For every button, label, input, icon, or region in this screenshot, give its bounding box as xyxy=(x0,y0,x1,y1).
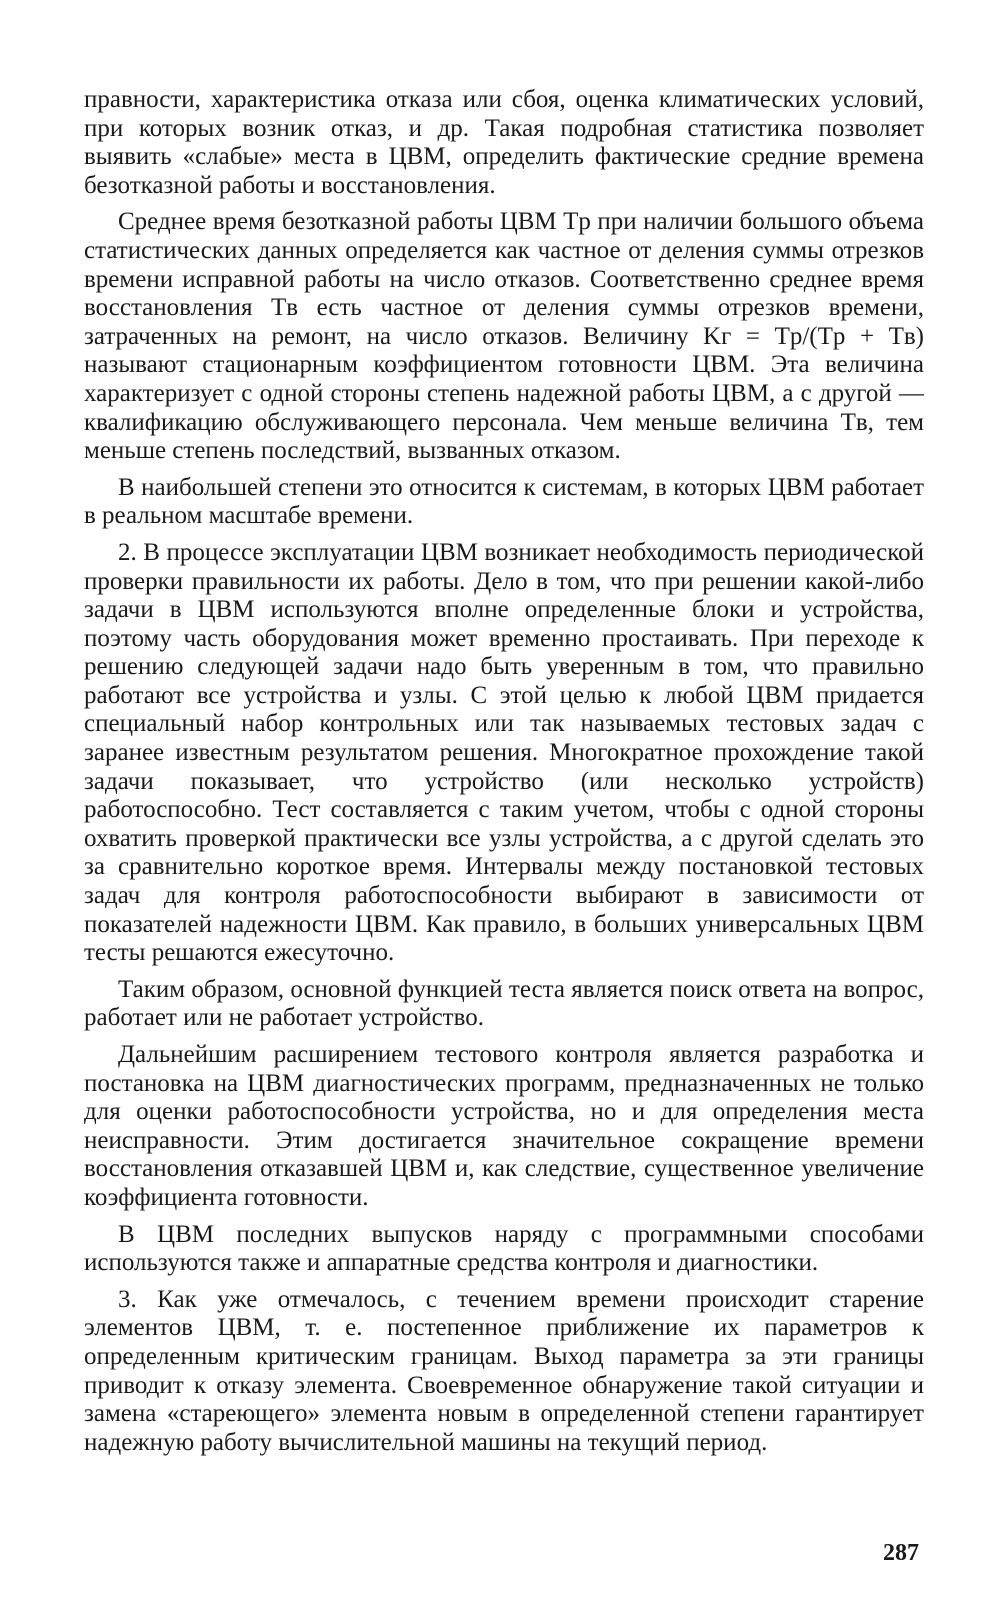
page-number: 287 xyxy=(883,1540,919,1566)
paragraph-7: В ЦВМ последних выпусков наряду с программными способами используются также и аппаратные средства контроля и диагностики. xyxy=(84,1220,924,1277)
paragraph-5: Таким образом, основной функцией теста является поиск ответа на вопрос, работает или не работает устройство. xyxy=(84,975,924,1032)
paragraph-1: правности, характеристика отказа или сбоя, оценка климатических условий, при которых возник отказ, и др. Такая подробная статистика позволяет выявить «слабые» места в ЦВМ, определить фактические средние времена безотказной работы и восстановления. xyxy=(84,86,924,199)
page-body xyxy=(84,86,924,1465)
paragraph-2: Среднее время безотказной работы ЦВМ Tр при наличии большого объема статистических данных определяется как частное от деления суммы отрезков времени исправной работы на число отказов. Соответственно среднее время восстановления Tв есть частное от деления суммы отрезков времени, затраченных на ремонт, на число отказов. Величину Kг = Tр/(Tр + Tв) называют стационарным коэффициентом готовности ЦВМ. Эта величина характеризует с одной стороны степень надежной работы ЦВМ, а с другой — квалификацию обслуживающего персонала. Чем меньше величина Tв, тем меньше степень последствий, вызванных отказом. xyxy=(84,208,924,465)
paragraph-6: Дальнейшим расширением тестового контроля является разработка и постановка на ЦВМ диагностических программ, предназначенных не только для оценки работоспособности устройства, но и для определения места неисправности. Этим достигается значительное сокращение времени восстановления отказавшей ЦВМ и, как следствие, существенное увеличение коэффициента готовности. xyxy=(84,1041,924,1211)
paragraph-4: 2. В процессе эксплуатации ЦВМ возникает необходимость периодической проверки правильности их работы. Дело в том, что при решении какой-либо задачи в ЦВМ используются вполне определенные блоки и устройства, поэтому часть оборудования может временно простаивать. При переходе к решению следующей задачи надо быть уверенным в том, что правильно работают все устройства и узлы. С этой целью к любой ЦВМ придается специальный набор контрольных или так называемых тестовых задач с заранее известным результатом решения. Многократное прохождение такой задачи показывает, что устройство (или несколько устройств) работоспособно. Тест составляется с таким учетом, чтобы с одной стороны охватить проверкой практически все узлы устройства, а с другой сделать это за сравнительно короткое время. Интервалы между постановкой тестовых задач для контроля работоспособности выбирают в зависимости от показателей надежности ЦВМ. Как правило, в больших универсальных ЦВМ тесты решаются ежесуточно. xyxy=(84,538,924,967)
paragraph-8: 3. Как уже отмечалось, с течением времени происходит старение элементов ЦВМ, т. е. постепенное приближение их параметров к определенным критическим границам. Выход параметра за эти границы приводит к отказу элемента. Своевременное обнаружение такой ситуации и замена «стареющего» элемента новым в определенной степени гарантирует надежную работу вычислительной машины на текущий период. xyxy=(84,1285,924,1456)
paragraph-3: В наибольшей степени это относится к системам, в которых ЦВМ работает в реальном масштабе времени. xyxy=(84,473,924,530)
